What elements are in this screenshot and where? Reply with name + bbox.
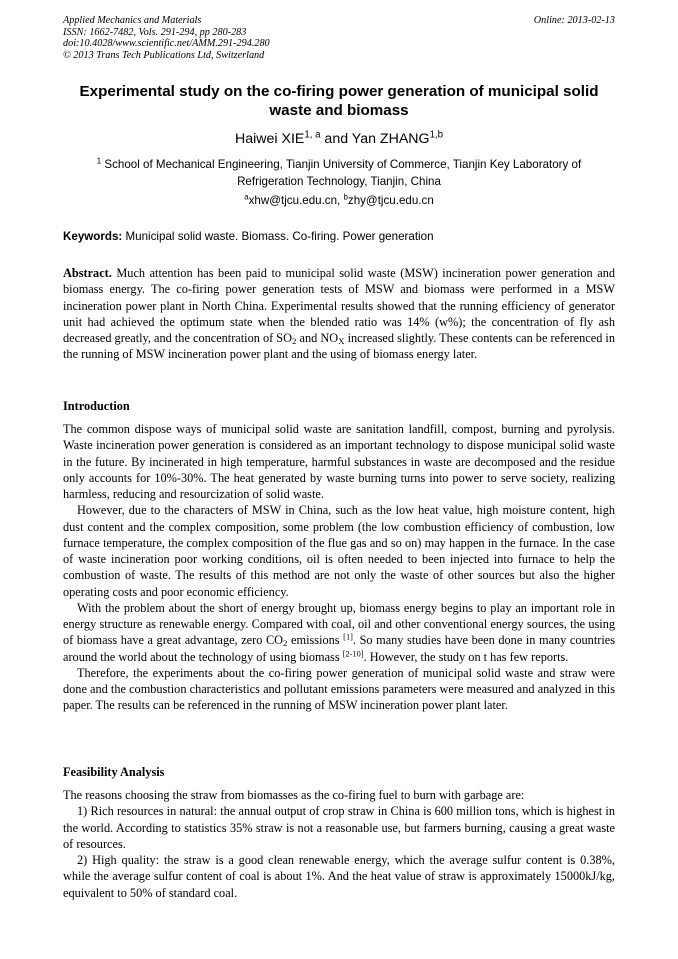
online-date: Online: 2013-02-13 xyxy=(533,15,615,26)
paragraph xyxy=(63,600,615,665)
author-name: Yan ZHANG xyxy=(351,131,430,147)
author-affiliation-mark: 1,b xyxy=(429,129,443,141)
section-heading-feasibility: Feasibility Analysis xyxy=(63,765,165,779)
keywords xyxy=(63,229,615,244)
abstract-label: Abstract. xyxy=(63,266,112,280)
email-link[interactable]: zhy@tjcu.edu.cn xyxy=(347,194,434,207)
author-conjunction: and xyxy=(320,131,352,147)
abstract-paragraph xyxy=(63,265,615,363)
subscript: X xyxy=(338,336,345,347)
author-affiliation-mark: 1, a xyxy=(304,129,321,141)
paragraph: 2) High quality: the straw is a good clean renewable energy, which the average sulfur content is 0.38%, while the average sulfur content of coal is about 1%. And the heat value of straw is approximately 15000kJ/kg, equivalent to 50% of standard coal. xyxy=(63,853,615,900)
affiliation-number: 1 xyxy=(96,156,102,166)
keywords-label: Keywords: xyxy=(63,230,123,243)
author-name: Haiwei XIE xyxy=(235,131,305,147)
paragraph-text: emissions xyxy=(287,633,344,648)
subscript: 2 xyxy=(292,336,297,347)
email-mark: a xyxy=(244,192,249,202)
affiliation-text: School of Mechanical Engineering, Tianjin University of Commerce, Tianjin Key Laboratory of Refrigeration Technology, Tianjin, China xyxy=(101,158,582,188)
abstract-text: Much attention has been paid to municipal solid waste (MSW) incineration power generation and biomass energy. The co-firing power generation tests of MSW and biomass were performed in a MSW incineration power plant in North China. Experimental results showed that the running efficiency of generator unit had achieved the optimum state when the blended ratio was 14% (w%); the concentration of fly ash decreased greatly, and the concentration of SO xyxy=(63,266,615,345)
subscript: 2 xyxy=(283,638,288,649)
abstract-text: and NO xyxy=(296,331,339,345)
journal-header xyxy=(63,15,615,61)
copyright-line: © 2013 Trans Tech Publications Ltd, Switzerland xyxy=(63,49,265,61)
keywords-text: Municipal solid waste. Biomass. Co-firing. Power generation xyxy=(122,230,434,243)
paragraph-text: . So many studies have been done in many countries around the world about the technology of using biomass xyxy=(63,633,615,664)
paragraph: However, due to the characters of MSW in China, such as the low heat value, high moisture content, high dust content and the complex composition, some problem (the low combustion efficiency of combustion, low furnace temperature, the complex composition of the flue gas and so on) may happen in the furnace. In the case of waste incineration poor working conditions, oil is often needed to been injected into furnace to help the combustion of waste. The results of this method are not only the waste of other sources but also the higher operating costs and poor economic efficiency. xyxy=(63,503,615,599)
doi-line: doi:10.4028/www.scientific.net/AMM.291-294.280 xyxy=(63,38,270,50)
introduction-body xyxy=(63,421,615,714)
paragraph: Therefore, the experiments about the co-firing power generation of municipal solid waste and straw were done and the combustion characteristics and pollutant emissions parameters were measured and analyzed in this paper. The results can be referenced in the running of MSW incineration power plant later. xyxy=(63,665,615,713)
abstract-text: increased slightly. These contents can be referenced in the running of MSW incineration power plant and the using of biomass energy later. xyxy=(63,331,615,362)
paragraph: The reasons choosing the straw from biomasses as the co-firing fuel to burn with garbage are: xyxy=(63,788,525,802)
affiliation xyxy=(63,157,615,190)
section-heading-introduction: Introduction xyxy=(63,399,130,413)
journal-name: Applied Mechanics and Materials xyxy=(63,15,202,26)
email-mark: b xyxy=(343,192,348,202)
author-emails xyxy=(63,193,615,208)
paper-title: Experimental study on the co-firing power generation of municipal solid waste and biomass xyxy=(79,83,599,119)
feasibility-body xyxy=(63,787,615,901)
email-link[interactable]: xhw@tjcu.edu.cn, xyxy=(248,194,344,207)
paragraph-text: . However, the study on t has few reports. xyxy=(363,649,569,664)
issn-line: ISSN: 1662-7482, Vols. 291-294, pp 280-283 xyxy=(63,26,247,38)
citation[interactable]: [1] xyxy=(343,632,353,642)
citation[interactable]: [2-10] xyxy=(342,648,364,658)
paragraph: The common dispose ways of municipal solid waste are sanitation landfill, compost, burning and pyrolysis. Waste incineration power generation is considered as an important technology to dispose municipal solid waste in the future. By incinerated in high temperature, harmful substances in waste are decomposed and the residue only accounts for 10%-30%. The heat generated by waste burning turns into power to serve society, realizing harmless, reducing and resourcization of solid waste. xyxy=(63,422,615,501)
paragraph: 1) Rich resources in natural: the annual output of crop straw in China is 600 million tons, which is highest in the world. According to statistics 35% straw is not a reasonable use, but farmers burning, causing a great waste of resources. xyxy=(63,804,615,851)
author-line xyxy=(63,131,615,148)
paragraph-text: With the problem about the short of energy brought up, biomass energy begins to play an important role in energy structure as renewable energy. Compared with coal, oil and other conventional energy sources, the using of biomass have a great advantage, zero CO xyxy=(63,600,615,648)
abstract xyxy=(63,265,615,363)
